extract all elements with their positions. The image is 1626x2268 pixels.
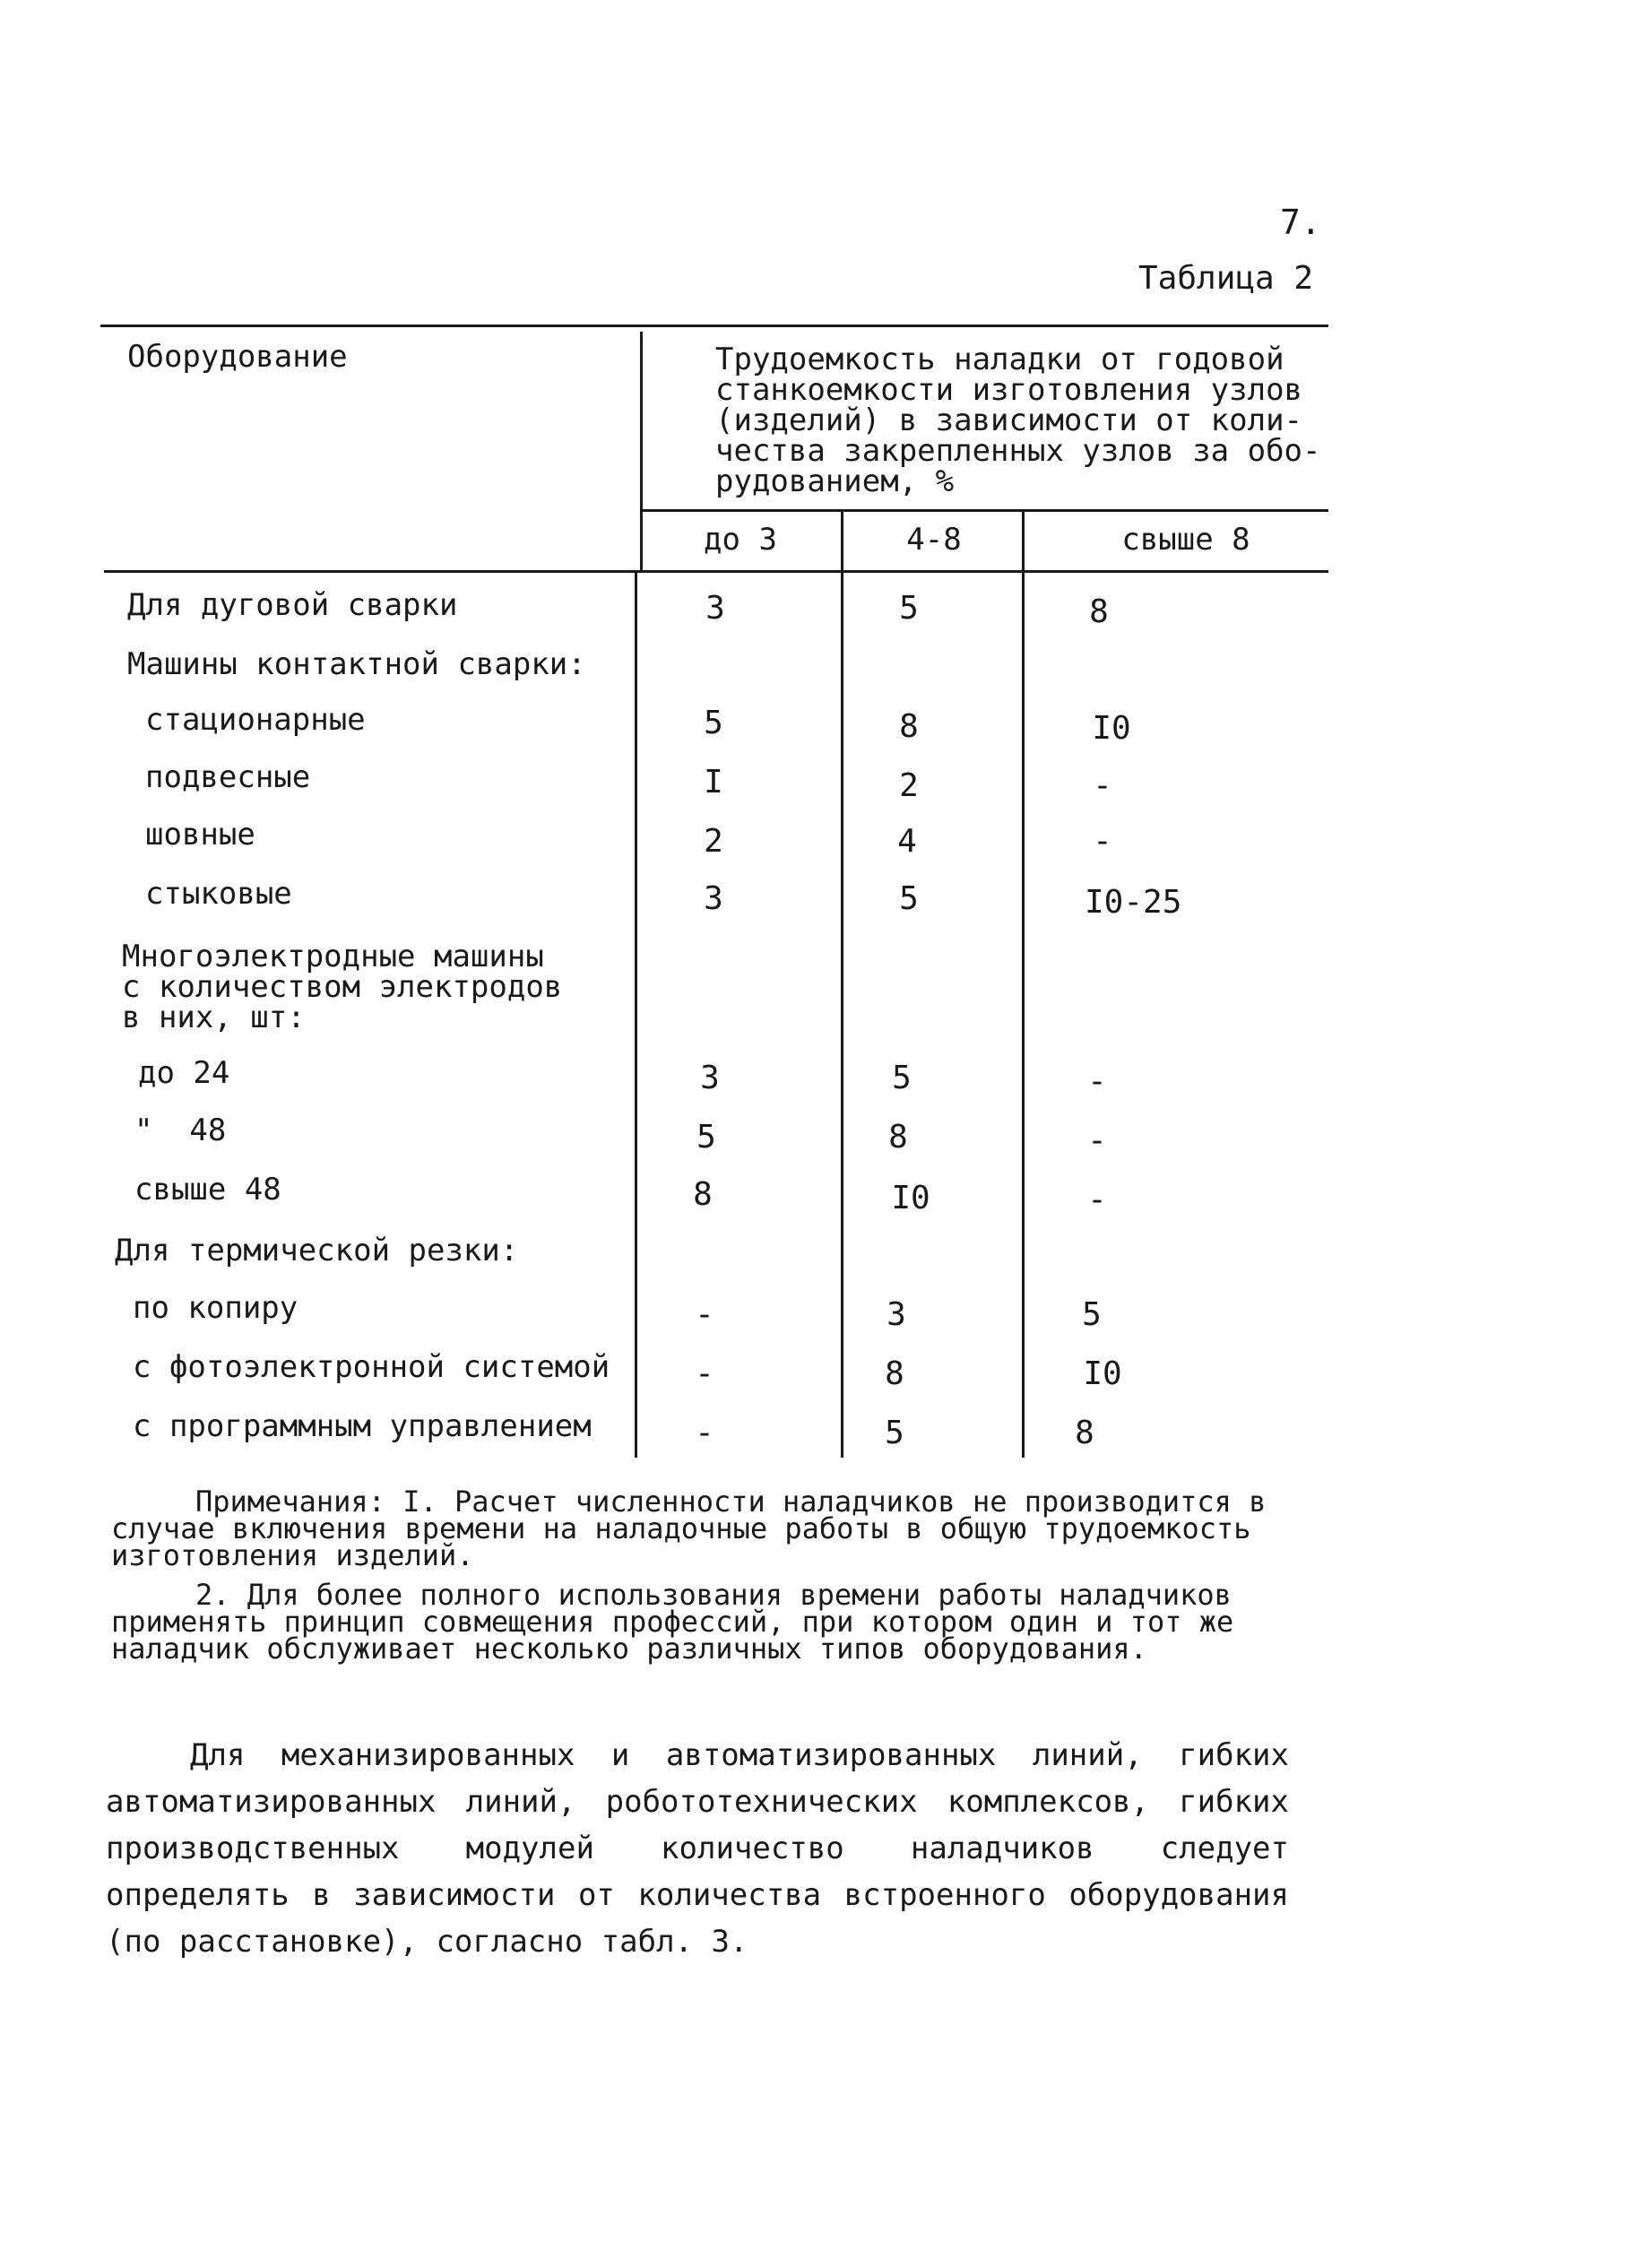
cell: -	[1087, 1122, 1107, 1159]
cell: 8	[899, 708, 919, 745]
table-top-rule	[100, 325, 1328, 327]
column-header-over-8: свыше 8	[1121, 522, 1250, 558]
row-label-program-control: с программным управлением	[133, 1408, 592, 1444]
column-divider-3	[1022, 511, 1025, 1458]
row-label-photoelectronic: с фотоэлектронной системой	[133, 1349, 610, 1385]
cell: 5	[696, 1119, 716, 1156]
cell: 5	[899, 880, 919, 917]
cell: 5	[885, 1415, 904, 1451]
row-label-seam: шовные	[145, 817, 255, 853]
cell: 3	[887, 1296, 906, 1333]
row-label-multi-electrode: Многоэлектродные машины с количеством электродов в них, шт:	[122, 939, 563, 1035]
cell: -	[695, 1296, 714, 1333]
cell: 3	[705, 590, 725, 627]
row-label-copier: по копиру	[133, 1290, 298, 1326]
row-label-suspended: подвесные	[145, 759, 311, 795]
cell: 8	[1089, 593, 1109, 630]
cell: 5	[1082, 1296, 1102, 1333]
cell: 3	[704, 880, 723, 917]
body-text	[106, 1732, 1289, 1965]
cell: 5	[892, 1060, 912, 1096]
cell: -	[1093, 823, 1112, 860]
cell: 8	[1075, 1415, 1094, 1451]
cell: I0-25	[1085, 884, 1182, 921]
table-caption: Таблица 2	[1138, 260, 1314, 297]
header-bottom-rule	[104, 570, 1328, 573]
column-divider-1-body	[635, 570, 637, 1458]
cell: -	[1087, 1182, 1107, 1218]
cell: 8	[888, 1119, 908, 1156]
note-1: Примечания: I. Расчет численности наладчиков не производится в случае включения времени на наладочные работы в общую трудоемкость изготовления изделий.	[111, 1485, 1267, 1572]
row-label-thermal-cutting: Для термической резки:	[115, 1233, 519, 1268]
cell: I0	[891, 1180, 930, 1216]
row-label-contact-welding: Машины контактной сварки:	[127, 646, 586, 682]
header-labor-line: (изделий) в зависимости от коли-	[715, 403, 1303, 438]
header-labor-line: Трудоемкость наладки от годовой	[715, 342, 1284, 377]
cell: I0	[1092, 710, 1131, 747]
cell: -	[695, 1355, 714, 1392]
column-divider-1	[640, 332, 643, 570]
body-paragraph: Для механизированных и автоматизированных линий, гибких автоматизированных линий, робототехнических комплексов, гибких производственных модулей количество наладчиков следует определять в зависимости от количества встроенного оборудования (по расстановке), согласно табл. 3.	[106, 1737, 1289, 1960]
cell: 5	[899, 590, 919, 627]
page-number: 7.	[1280, 203, 1321, 242]
column-header-up-to-3: до 3	[704, 522, 777, 558]
cell: I0	[1083, 1355, 1122, 1392]
row-label-up-to-24: до 24	[138, 1055, 230, 1091]
header-labor-line: рудованием, %	[715, 463, 955, 499]
cell: 2	[899, 767, 919, 804]
row-label-butt: стыковые	[145, 876, 292, 912]
cell: 2	[704, 823, 723, 860]
cell: 4	[897, 823, 917, 860]
cell: -	[695, 1415, 714, 1451]
header-labor-intensity	[715, 344, 1325, 497]
cell: 5	[704, 705, 723, 741]
cell: -	[1087, 1063, 1107, 1100]
column-divider-2	[841, 511, 843, 1458]
row-label-over-48: свыше 48	[134, 1172, 281, 1208]
header-labor-line: чества закрепленных узлов за обо-	[715, 433, 1321, 469]
row-label-48: " 48	[134, 1112, 227, 1148]
row-label-arc-welding: Для дуговой сварки	[127, 587, 458, 623]
table-notes	[111, 1485, 1294, 1675]
column-header-4-8: 4-8	[906, 522, 962, 558]
header-labor-line: станкоемкости изготовления узлов	[715, 372, 1303, 408]
row-label-stationary: стационарные	[145, 702, 366, 738]
cell: 3	[700, 1060, 720, 1096]
cell: -	[1093, 767, 1112, 804]
cell: 8	[885, 1355, 904, 1392]
cell: 8	[693, 1176, 713, 1213]
header-equipment: Оборудование	[127, 339, 348, 375]
header-divider-rule	[642, 509, 1328, 512]
cell: I	[704, 764, 723, 801]
note-2: 2. Для более полного использования времени работы наладчиков применять принцип совмещения профессий, при котором один и тот же наладчик обслуживает несколько различных типов оборудования.	[111, 1578, 1234, 1666]
